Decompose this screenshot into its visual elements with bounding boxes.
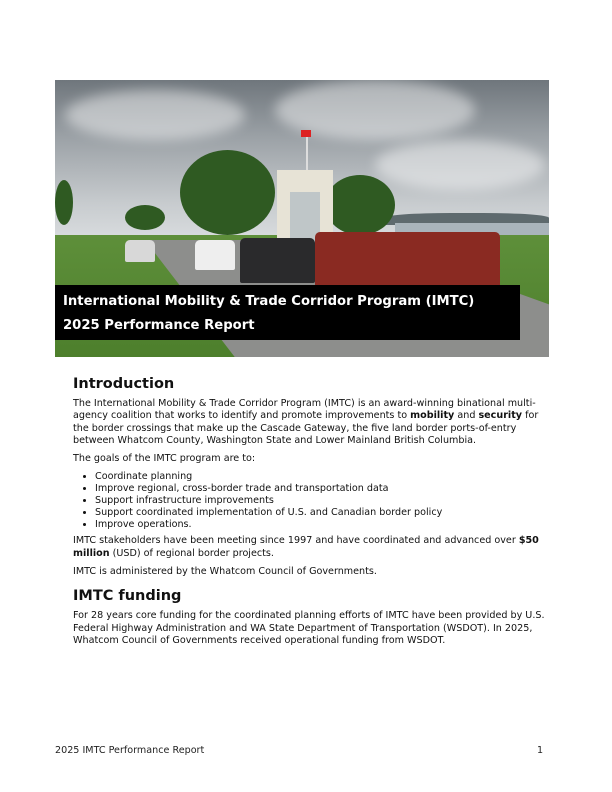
funding-heading: IMTC funding: [73, 588, 182, 605]
text: The International Mobility & Trade Corridor Program (IMTC) is an award-winning binational multi-agency coalition that works to identify and promote improvements to: [73, 398, 536, 422]
text: and: [454, 410, 479, 422]
introduction-heading: Introduction: [73, 376, 175, 392]
bold-text: mobility: [410, 410, 455, 422]
list-item: • Coordinate planning: [95, 471, 548, 483]
stakeholders-paragraph: [73, 535, 548, 560]
bold-text: security: [478, 410, 523, 422]
list-item: • Support coordinated implementation of U.S. and Canadian border policy: [95, 507, 548, 519]
footer-title: 2025 IMTC Performance Report: [55, 745, 205, 756]
goals-intro: The goals of the IMTC program are to:: [73, 453, 256, 465]
funding-paragraph: For 28 years core funding for the coordinated planning efforts of IMTC have been provided by U.S. Federal Highway Administration and WA State Department of Transportation (WSDOT). In 2025, Whatcom Council of Governments received operational funding from WSDOT.: [73, 610, 545, 646]
page-content: [73, 376, 548, 653]
intro-paragraph: [73, 398, 548, 447]
report-title: International Mobility & Trade Corridor Program (IMTC): [63, 294, 475, 309]
page-number: 1: [537, 745, 544, 756]
report-title-banner: [55, 285, 520, 340]
administration-paragraph: IMTC is administered by the Whatcom Council of Governments.: [73, 566, 377, 578]
list-item: • Improve operations.: [95, 519, 548, 531]
goals-list: [73, 471, 548, 530]
list-item: • Improve regional, cross-border trade and transportation data: [95, 483, 548, 495]
text: IMTC stakeholders have been meeting since 1997 and have coordinated and advanced over: [73, 535, 519, 547]
text: (USD) of regional border projects.: [109, 547, 274, 559]
report-subtitle: 2025 Performance Report: [63, 318, 255, 333]
list-item: • Support infrastructure improvements: [95, 495, 548, 507]
text: for the border crossings that make up the Cascade Gateway, the five land border ports-of-entry between Whatcom County, Washington State and Lower Mainland British Columbia.: [73, 410, 539, 446]
bold-text: $50 million: [73, 535, 539, 559]
